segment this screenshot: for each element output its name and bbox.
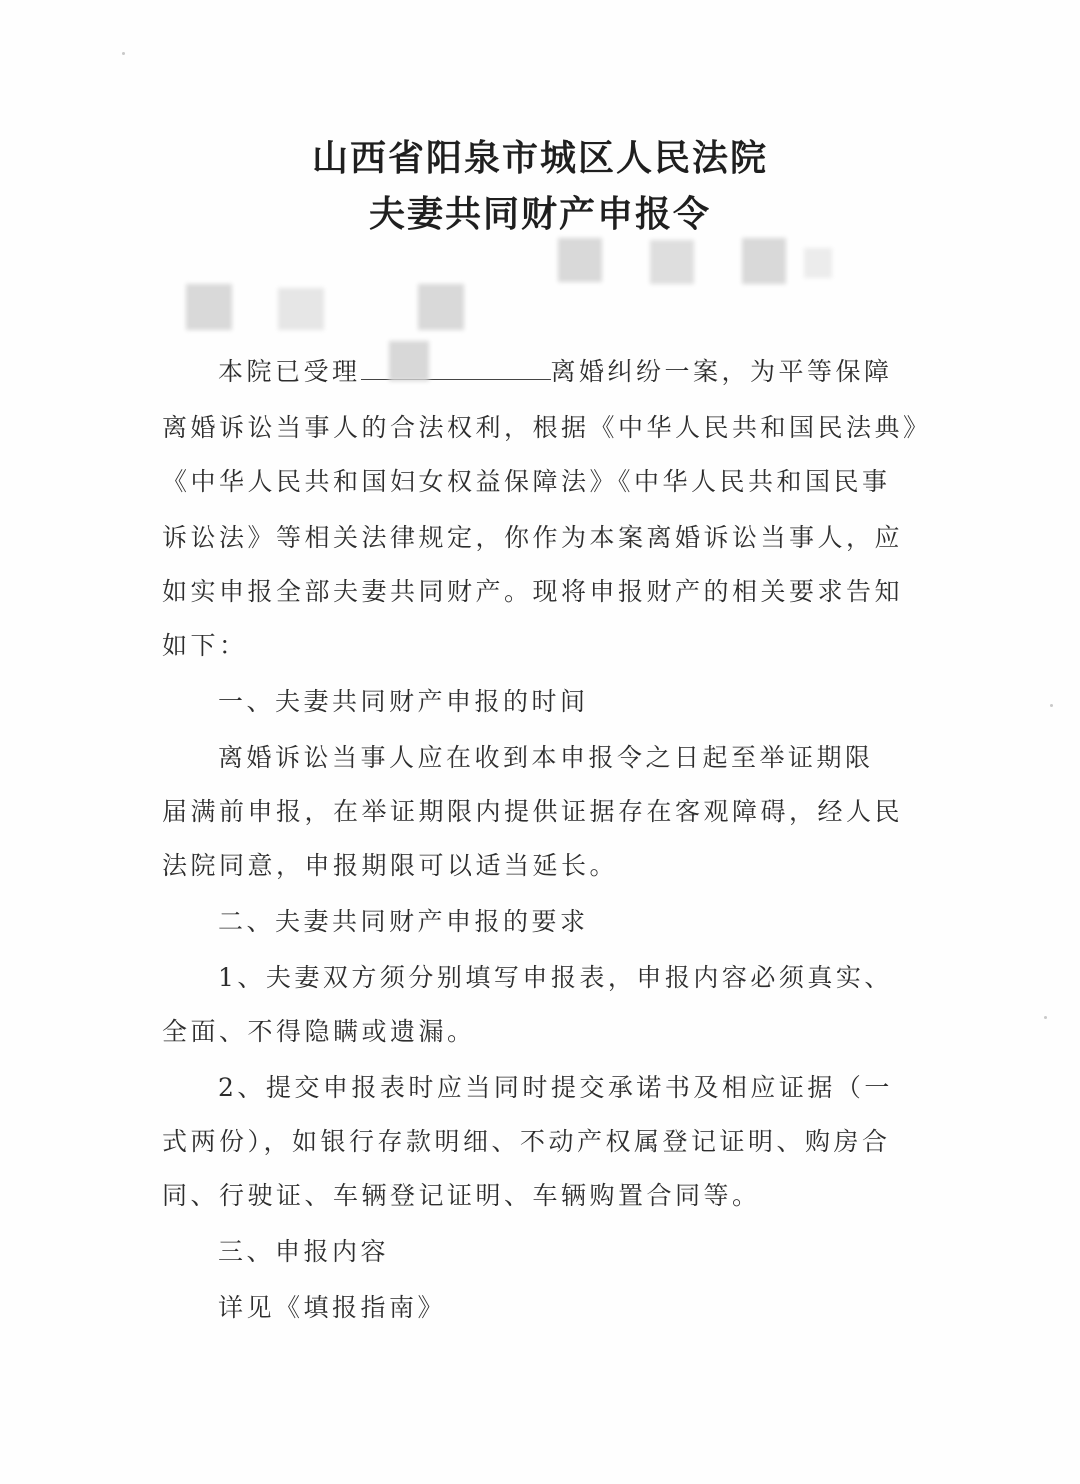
scan-speck: [1044, 1016, 1047, 1019]
section-heading: 一、夫妻共同财产申报的时间: [218, 687, 589, 716]
paragraph-line: 诉讼法》等相关法律规定，你作为本案离婚诉讼当事人，应: [162, 523, 904, 552]
paragraph-line: 《中华人民共和国妇女权益保障法》《中华人民共和国民事: [162, 467, 891, 496]
redacted-addressee: [278, 288, 324, 330]
redacted-case-number: [558, 238, 602, 282]
paragraph-text: 离婚纠纷一案，为平等保障: [550, 357, 893, 386]
paragraph-line: 详见《填报指南》: [218, 1293, 447, 1322]
section-heading: 三、申报内容: [218, 1237, 390, 1266]
paragraph-line: [218, 352, 893, 388]
court-name-title: 山西省阳泉市城区人民法院: [311, 138, 768, 179]
paragraph-text: 本院已受理: [218, 357, 361, 386]
redacted-addressee: [186, 284, 232, 330]
scan-speck: [1050, 704, 1053, 707]
document-title: 夫妻共同财产申报令: [368, 194, 711, 235]
paragraph-line: 如下：: [162, 631, 248, 660]
list-item-line: 同、行驶证、车辆登记证明、车辆购置合同等。: [162, 1181, 761, 1210]
redacted-addressee: [418, 284, 464, 330]
paragraph-line: 法院同意，申报期限可以适当延长。: [162, 851, 619, 880]
scan-speck: [122, 52, 125, 55]
redacted-party-names: [361, 375, 551, 380]
redaction-block: [389, 341, 429, 381]
paragraph-line: 届满前申报，在举证期限内提供证据存在客观障碍，经人民: [162, 797, 904, 826]
paragraph-line: 离婚诉讼当事人应在收到本申报令之日起至举证期限: [218, 743, 874, 772]
list-item-line: 全面、不得隐瞒或遗漏。: [162, 1017, 476, 1046]
paragraph-line: 如实申报全部夫妻共同财产。现将申报财产的相关要求告知: [162, 577, 904, 606]
paragraph-line: 离婚诉讼当事人的合法权利，根据《中华人民共和国民法典》: [162, 413, 932, 442]
section-heading: 二、夫妻共同财产申报的要求: [218, 907, 589, 936]
redacted-case-number: [742, 238, 786, 284]
redacted-case-number: [804, 248, 832, 278]
list-item-line: 2、提交申报表时应当同时提交承诺书及相应证据（一: [218, 1073, 893, 1102]
list-item-line: 1、夫妻双方须分别填写申报表，申报内容必须真实、: [218, 963, 893, 992]
list-item-line: 式两份），如银行存款明细、不动产权属登记证明、购房合: [162, 1127, 891, 1156]
redacted-case-number: [650, 240, 694, 284]
